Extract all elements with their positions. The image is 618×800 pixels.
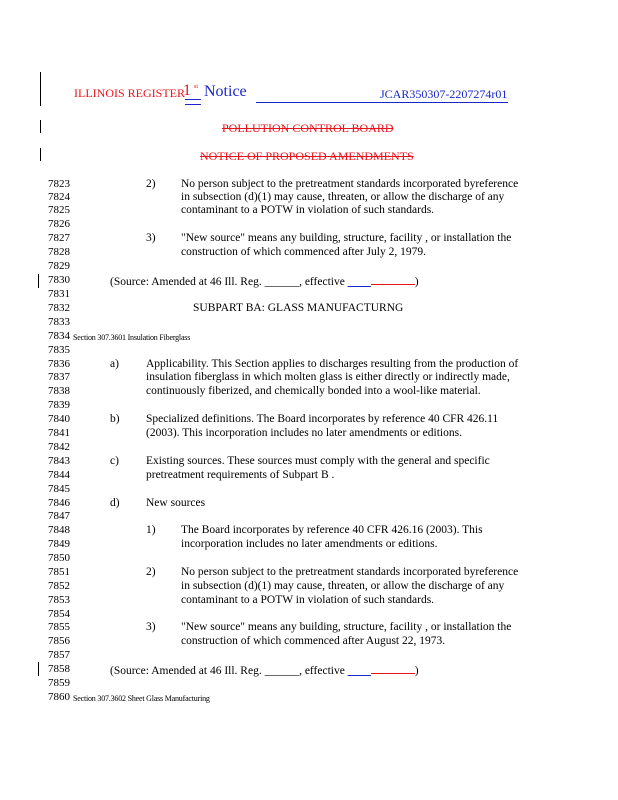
item-text: pretreatment requirements of Subpart B . bbox=[146, 469, 335, 481]
line-number: 7853 bbox=[48, 594, 70, 606]
item-label: 1) bbox=[146, 524, 156, 536]
line-number: 7839 bbox=[48, 399, 70, 411]
page-number: 1 bbox=[183, 82, 191, 99]
change-bar bbox=[40, 148, 41, 161]
item-text: Applicability. This Section applies to discharges resulting from the production of bbox=[146, 358, 519, 370]
source-note bbox=[110, 274, 419, 289]
line-number: 7834 bbox=[48, 330, 70, 342]
item-label: 2) bbox=[146, 178, 156, 190]
notice-title: NOTICE OF PROPOSED AMENDMENTS bbox=[200, 149, 414, 163]
line-number: 7848 bbox=[48, 524, 70, 536]
section-heading: Section 307.3601 Insulation Fiberglass bbox=[73, 333, 191, 342]
suffix-underline bbox=[185, 99, 201, 105]
line-number: 7858 bbox=[48, 663, 70, 675]
item-text: insulation fiberglass in which molten glass is either directly or indirectly made, bbox=[146, 371, 510, 383]
line-number: 7845 bbox=[48, 483, 70, 495]
item-text: New sources bbox=[146, 497, 206, 509]
line-number: 7830 bbox=[48, 274, 70, 286]
source-close bbox=[371, 663, 415, 674]
source-note bbox=[110, 663, 419, 678]
change-bar bbox=[38, 274, 39, 288]
effective-date-blank: ____ bbox=[347, 276, 371, 288]
item-label: 2) bbox=[146, 566, 156, 578]
line-number: 7843 bbox=[48, 455, 70, 467]
source-close-paren: ) bbox=[414, 665, 419, 677]
item-text: contaminant to a POTW in violation of such standards. bbox=[181, 204, 435, 216]
item-text: Existing sources. These sources must comply with the general and specific bbox=[146, 455, 490, 467]
notice-underline bbox=[256, 102, 508, 103]
line-number: 7838 bbox=[48, 385, 70, 397]
item-text: The Board incorporates by reference 40 CFR 426.16 (2003). This bbox=[181, 524, 483, 536]
line-number: 7824 bbox=[48, 191, 70, 203]
line-number: 7832 bbox=[48, 302, 70, 314]
line-number: 7823 bbox=[48, 178, 70, 190]
source-close-paren: ) bbox=[414, 276, 419, 288]
line-number: 7850 bbox=[48, 552, 70, 564]
item-text: "New source" means any building, structure, facility , or installation the bbox=[181, 621, 512, 633]
item-label: c) bbox=[110, 455, 119, 467]
item-text: continuously fiberized, and chemically bonded into a wool-like material. bbox=[146, 385, 481, 397]
source-close bbox=[371, 274, 415, 285]
item-text: in subsection (d)(1) may cause, threaten, or allow the discharge of any bbox=[181, 191, 505, 203]
item-label: 3) bbox=[146, 232, 156, 244]
item-text: "New source" means any building, structure, facility , or installation the bbox=[181, 232, 512, 244]
item-label: d) bbox=[110, 497, 120, 509]
source-text: (Source: Amended at 46 Ill. Reg. ______, effective bbox=[110, 665, 348, 677]
line-number: 7846 bbox=[48, 497, 70, 509]
item-text: No person subject to the pretreatment standards incorporated byreference bbox=[181, 178, 519, 190]
line-number: 7851 bbox=[48, 566, 70, 578]
item-text: No person subject to the pretreatment standards incorporated byreference bbox=[181, 566, 519, 578]
line-number: 7841 bbox=[48, 427, 70, 439]
board-title: POLLUTION CONTROL BOARD bbox=[222, 121, 394, 135]
item-label: 3) bbox=[146, 621, 156, 633]
line-number: 7837 bbox=[48, 371, 70, 383]
line-number: 7856 bbox=[48, 635, 70, 647]
line-number: 7827 bbox=[48, 232, 70, 244]
change-bar bbox=[38, 662, 39, 676]
subpart-heading: SUBPART BA: GLASS MANUFACTURNG bbox=[193, 302, 404, 314]
line-number: 7857 bbox=[48, 649, 70, 661]
item-text: construction of which commenced after July 2, 1979. bbox=[181, 246, 426, 258]
change-bar bbox=[40, 72, 41, 106]
item-text: contaminant to a POTW in violation of such standards. bbox=[181, 594, 435, 606]
line-number: 7852 bbox=[48, 580, 70, 592]
page-suffix: st bbox=[194, 84, 199, 90]
line-number: 7842 bbox=[48, 441, 70, 453]
line-number: 7831 bbox=[48, 288, 70, 300]
item-text: (2003). This incorporation includes no later amendments or editions. bbox=[146, 427, 462, 439]
line-number: 7828 bbox=[48, 246, 70, 258]
line-number: 7835 bbox=[48, 344, 70, 356]
change-bar bbox=[40, 120, 41, 133]
line-number: 7829 bbox=[48, 260, 70, 272]
line-number: 7836 bbox=[48, 358, 70, 370]
line-number: 7849 bbox=[48, 538, 70, 550]
line-number: 7855 bbox=[48, 621, 70, 633]
line-number: 7825 bbox=[48, 204, 70, 216]
item-text: incorporation includes no later amendments or editions. bbox=[181, 538, 438, 550]
line-number: 7859 bbox=[48, 677, 70, 689]
line-number: 7844 bbox=[48, 469, 70, 481]
line-number: 7847 bbox=[48, 510, 70, 522]
item-text: in subsection (d)(1) may cause, threaten, or allow the discharge of any bbox=[181, 580, 505, 592]
item-text: construction of which commenced after August 22, 1973. bbox=[181, 635, 446, 647]
line-number: 7833 bbox=[48, 316, 70, 328]
item-label: a) bbox=[110, 358, 119, 370]
register-label: ILLINOIS REGISTER bbox=[74, 86, 185, 100]
notice-label: Notice bbox=[204, 83, 247, 100]
jcar-id: JCAR350307-2207274r01 bbox=[380, 87, 508, 101]
line-number: 7854 bbox=[48, 608, 70, 620]
section-heading: Section 307.3602 Sheet Glass Manufacturing bbox=[73, 694, 210, 703]
line-number: 7826 bbox=[48, 218, 70, 230]
item-label: b) bbox=[110, 413, 120, 425]
line-number: 7840 bbox=[48, 413, 70, 425]
line-number: 7860 bbox=[48, 691, 70, 703]
source-text: (Source: Amended at 46 Ill. Reg. ______, effective bbox=[110, 276, 348, 288]
effective-date-blank: ____ bbox=[347, 665, 371, 677]
item-text: Specialized definitions. The Board incorporates by reference 40 CFR 426.11 bbox=[146, 413, 499, 425]
